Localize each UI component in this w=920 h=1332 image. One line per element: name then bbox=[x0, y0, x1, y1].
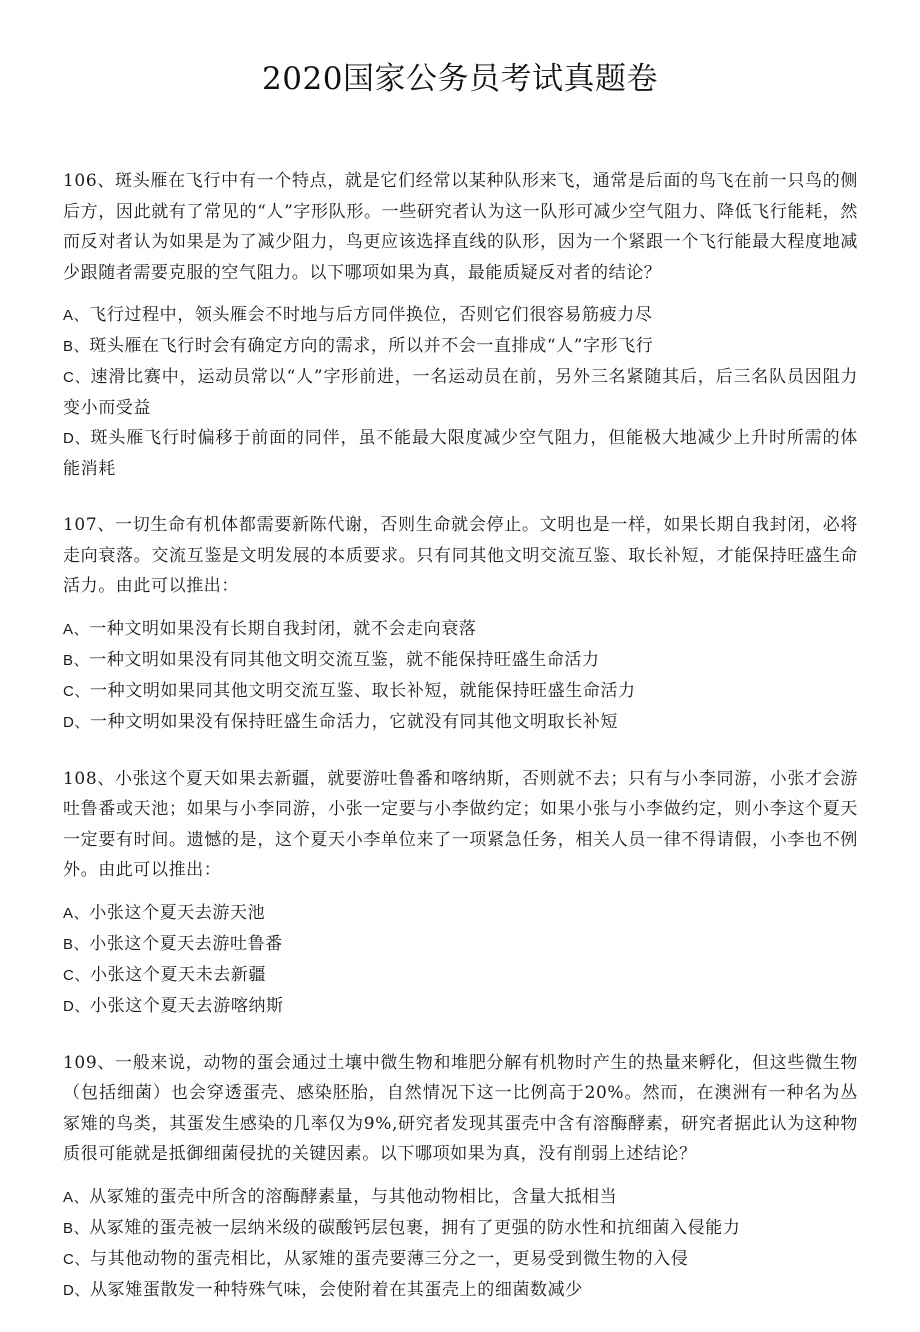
option-b bbox=[63, 929, 858, 960]
option-key: C、 bbox=[63, 369, 91, 386]
option-text: 一种文明如果没有保持旺盛生命活力，它就没有同其他文明取长补短 bbox=[90, 711, 619, 732]
option-c bbox=[63, 676, 858, 707]
option-d bbox=[63, 991, 858, 1022]
option-text: 斑头雁飞行时偏移于前面的同伴，虽不能最大限度减少空气阻力，但能极大地减少上升时所需的体能消耗 bbox=[63, 428, 858, 479]
option-b bbox=[63, 331, 858, 362]
option-text: 从冢雉蛋散发一种特殊气味，会使附着在其蛋壳上的细菌数减少 bbox=[90, 1279, 583, 1300]
option-d bbox=[63, 707, 858, 738]
option-a bbox=[63, 300, 858, 331]
option-text: 小张这个夏天去游天池 bbox=[89, 902, 266, 923]
question-107 bbox=[63, 510, 858, 738]
option-key: B、 bbox=[63, 1219, 90, 1237]
option-d bbox=[63, 423, 858, 484]
option-text: 一种文明如果没有长期自我封闭，就不会走向衰落 bbox=[89, 618, 477, 639]
option-text: 与其他动物的蛋壳相比，从冢雉的蛋壳要薄三分之一，更易受到微生物的入侵 bbox=[90, 1248, 689, 1269]
option-c bbox=[63, 960, 858, 991]
question-list bbox=[63, 166, 858, 1332]
option-key: C、 bbox=[63, 682, 91, 700]
option-text: 从冢雉的蛋壳被一层纳米级的碳酸钙层包裹，拥有了更强的防水性和抗细菌入侵能力 bbox=[89, 1217, 741, 1238]
option-b bbox=[63, 1213, 858, 1244]
option-text: 一种文明如果同其他文明交流互鉴、取长补短，就能保持旺盛生命活力 bbox=[90, 680, 636, 701]
option-c bbox=[63, 362, 858, 423]
option-d bbox=[63, 1275, 858, 1306]
option-text: 从冢雉的蛋壳中所含的溶酶酵素量，与其他动物相比，含量大抵相当 bbox=[89, 1186, 618, 1207]
option-text: 一种文明如果没有同其他文明交流互鉴，就不能保持旺盛生命活力 bbox=[89, 649, 600, 670]
question-109 bbox=[63, 1048, 858, 1306]
option-text: 小张这个夏天去游吐鲁番 bbox=[89, 933, 283, 954]
option-a bbox=[63, 898, 858, 929]
option-text: 飞行过程中，领头雁会不时地与后方同伴换位，否则它们很容易筋疲力尽 bbox=[89, 305, 653, 325]
option-key: B、 bbox=[63, 338, 90, 355]
option-key: A、 bbox=[63, 307, 90, 324]
option-text: 斑头雁在飞行时会有确定方向的需求，所以并不会一直排成“人”字形飞行 bbox=[89, 336, 654, 356]
option-c bbox=[63, 1244, 858, 1275]
question-stem: 107、一切生命有机体都需要新陈代谢，否则生命就会停止。文明也是一样，如果长期自我封闭，必将走向衰落。交流互鉴是文明发展的本质要求。只有同其他文明交流互鉴、取长补短，才能保持旺盛生命活力。由此可以推出： bbox=[63, 515, 858, 596]
option-text: 小张这个夏天未去新疆 bbox=[90, 964, 267, 985]
question-stem: 108、小张这个夏天如果去新疆，就要游吐鲁番和喀纳斯，否则就不去；只有与小李同游，小张才会游吐鲁番或天池；如果与小李同游，小张一定要与小李做约定；如果小张与小李做约定，则小李这个夏天一定要有时间。遗憾的是，这个夏天小李单位来了一项紧急任务，相关人员一律不得请假，小李也不例外。由此可以推出： bbox=[63, 768, 858, 880]
option-a bbox=[63, 614, 858, 645]
option-key: A、 bbox=[63, 620, 90, 638]
document-title: 2020国家公务员考试真题卷 bbox=[262, 61, 658, 97]
question-108 bbox=[63, 764, 858, 1022]
option-key: C、 bbox=[63, 966, 91, 984]
option-key: A、 bbox=[63, 904, 90, 922]
question-stem: 109、一般来说，动物的蛋会通过土壤中微生物和堆肥分解有机物时产生的热量来孵化，但这些微生物（包括细菌）也会穿透蛋壳、感染胚胎，自然情况下这一比例高于20%。然而，在澳洲有一种名为丛冢雉的鸟类，其蛋发生感染的几率仅为9%,研究者发现其蛋壳中含有溶酶酵素，研究者据此认为这种物质很可能就是抵御细菌侵扰的关键因素。以下哪项如果为真，没有削弱上述结论？ bbox=[63, 1052, 858, 1164]
question-106 bbox=[63, 166, 858, 484]
option-key: D、 bbox=[63, 713, 91, 731]
option-text: 小张这个夏天去游喀纳斯 bbox=[90, 995, 284, 1016]
option-a bbox=[63, 1182, 858, 1213]
option-key: A、 bbox=[63, 1188, 90, 1206]
option-key: D、 bbox=[63, 1281, 91, 1299]
option-key: C、 bbox=[63, 1250, 91, 1268]
option-key: D、 bbox=[63, 997, 91, 1015]
option-key: B、 bbox=[63, 935, 90, 953]
option-key: D、 bbox=[63, 430, 91, 447]
option-text: 速滑比赛中，运动员常以“人”字形前进，一名运动员在前，另外三名紧随其后，后三名队员因阻力变小而受益 bbox=[63, 367, 858, 418]
option-b bbox=[63, 645, 858, 676]
question-stem: 106、斑头雁在飞行中有一个特点，就是它们经常以某种队形来飞，通常是后面的鸟飞在前一只鸟的侧后方，因此就有了常见的“人”字形队形。一些研究者认为这一队形可减少空气阻力、降低飞行能耗，然而反对者认为如果是为了减少阻力，鸟更应该选择直线的队形，因为一个紧跟一个飞行能最大程度地减少跟随者需要克服的空气阻力。以下哪项如果为真，最能质疑反对者的结论？ bbox=[63, 171, 858, 283]
option-key: B、 bbox=[63, 651, 90, 669]
